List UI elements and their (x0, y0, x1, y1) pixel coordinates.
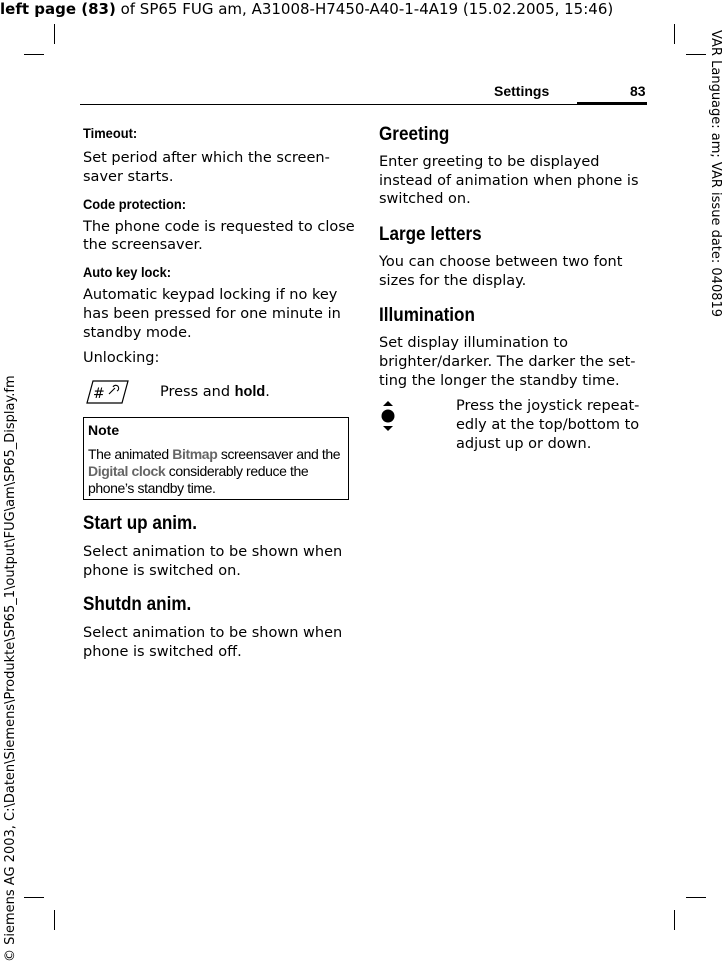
code-protection-text-line-2: the screensaver. (83, 237, 203, 253)
page-number: 83 (630, 83, 646, 99)
auto-key-lock-text-line-2: has been pressed for one minute in (83, 306, 341, 322)
timeout-text-line-1: Set period after which the screen- (83, 150, 330, 166)
shutdn-anim-text-line-1: Select animation to be shown when (83, 625, 343, 641)
greeting-text-line-3: switched on. (379, 191, 471, 207)
note-bitmap-term: Bitmap (172, 446, 218, 462)
left-margin-text: © Siemens AG 2003, C:\Daten\Siemens\Produkte\SP65_1\output\FUG\am\SP65_Display.fm (3, 375, 18, 962)
hash-key-icon (84, 379, 130, 405)
greeting-text-line-1: Enter greeting to be displayed (379, 154, 600, 170)
svg-text:#: # (93, 386, 105, 402)
page-section-title: Settings (494, 83, 550, 99)
timeout-text-line-2: saver starts. (83, 169, 174, 185)
large-letters-text-line-1: You can choose between two font (379, 254, 623, 270)
header-rule-accent (577, 102, 647, 105)
press-suffix: . (265, 384, 270, 400)
joystick-text-line-2: edly at the top/bottom to (456, 417, 640, 433)
note-title: Note (88, 422, 120, 438)
auto-key-lock-label: Auto key lock: (83, 264, 172, 280)
press-and-hold-instruction (160, 383, 270, 402)
code-protection-label: Code protection: (83, 196, 187, 212)
illumination-text-line-3: ting the longer the standby time. (379, 373, 620, 389)
proof-line-bold: left page (83) (0, 0, 116, 18)
right-margin-text: VAR Language: am; VAR issue date: 040819 (708, 30, 723, 318)
illumination-text-line-1: Set display illumination to (379, 335, 568, 351)
note-digital-clock-term: Digital clock (88, 463, 166, 479)
illumination-text-line-2: brighter/darker. The darker the set- (379, 354, 636, 370)
start-up-anim-text-line-2: phone is switched on. (83, 563, 241, 579)
shutdn-anim-text-line-2: phone is switched off. (83, 644, 242, 660)
code-protection-text-line-1: The phone code is requested to close (83, 219, 355, 235)
joystick-up-down-icon (379, 400, 397, 432)
proof-line (0, 0, 613, 18)
greeting-heading: Greeting (379, 124, 450, 145)
proof-line-rest: of SP65 FUG am, A31008-H7450-A40-1-4A19 (15.02.2005, 15:46) (115, 0, 614, 18)
joystick-text-line-1: Press the joystick repeat- (456, 398, 640, 414)
joystick-text-line-3: adjust up or down. (456, 436, 592, 452)
note-box (83, 417, 349, 500)
illumination-heading: Illumination (379, 305, 475, 326)
note-text-post: considerably reduce the phone’s standby time. (88, 463, 309, 496)
note-text (88, 446, 346, 497)
timeout-label: Timeout: (83, 125, 138, 141)
large-letters-heading: Large letters (379, 224, 482, 245)
note-text-mid: screensaver and the (217, 446, 341, 462)
shutdn-anim-heading: Shutdn anim. (83, 594, 192, 615)
note-text-pre: The animated (88, 446, 173, 462)
unlocking-text: Unlocking: (83, 350, 160, 366)
press-prefix: Press and (160, 384, 235, 400)
greeting-text-line-2: instead of animation when phone is (379, 173, 639, 189)
hold-emphasis: hold (234, 384, 266, 400)
auto-key-lock-text-line-1: Automatic keypad locking if no key (83, 287, 338, 303)
start-up-anim-text-line-1: Select animation to be shown when (83, 544, 343, 560)
auto-key-lock-text-line-3: standby mode. (83, 325, 192, 341)
header-rule (80, 104, 647, 105)
start-up-anim-heading: Start up anim. (83, 513, 198, 534)
large-letters-text-line-2: sizes for the display. (379, 273, 527, 289)
